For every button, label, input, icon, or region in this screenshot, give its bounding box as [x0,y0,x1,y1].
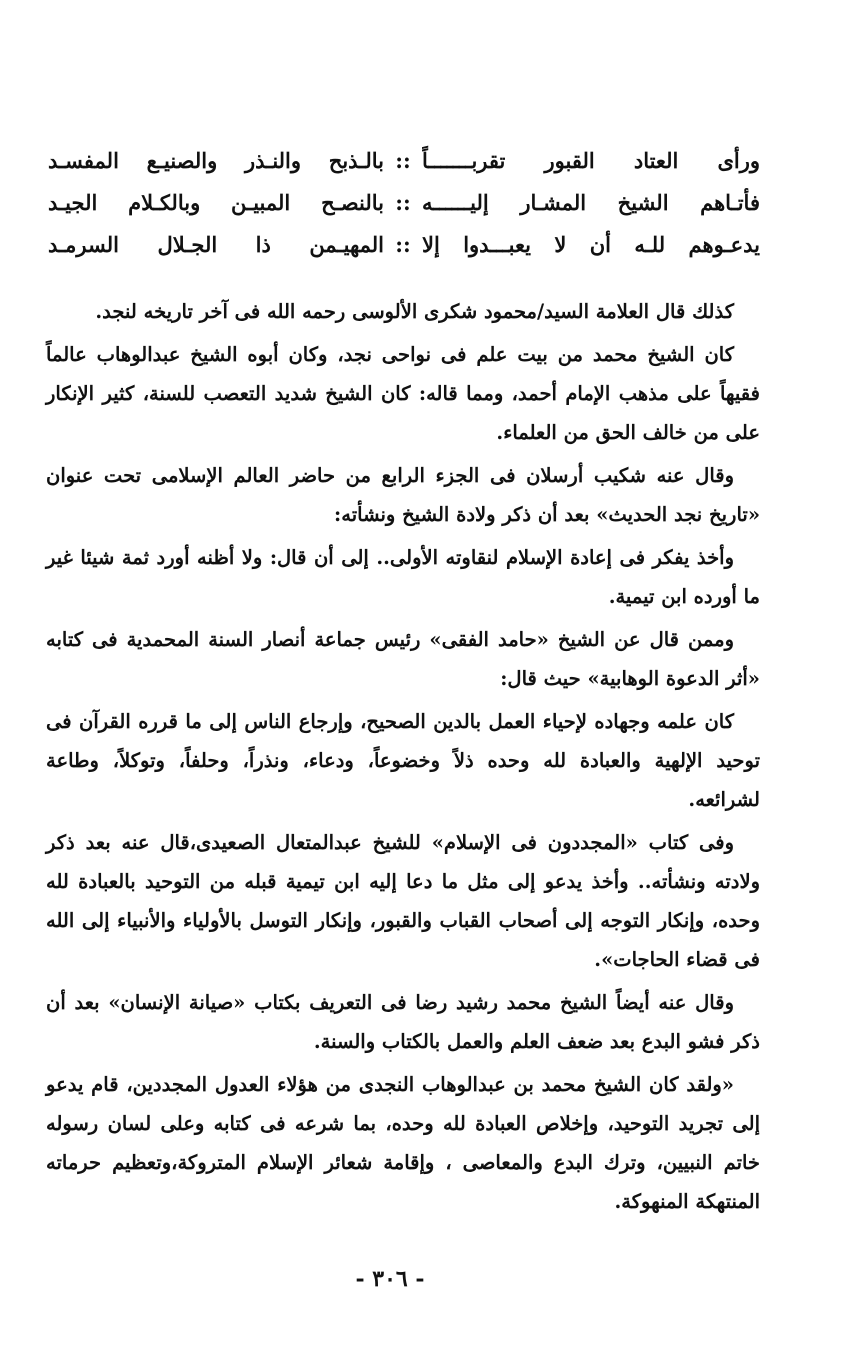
verse-separator: :: [395,190,411,215]
page-number: - ٣٠٦ - [355,1266,425,1292]
verse-first-hemistich: يدعـوهم للـه أن لا يعبـــدوا إلا [422,232,760,257]
poem-block [48,140,760,266]
verse-first-hemistich: فأتـاهم الشيخ المشـار إليــــــه [422,190,760,215]
verse-separator: :: [395,232,411,257]
paragraph-rida: وقال عنه أيضاً الشيخ محمد رشيد رضا فى التعريف بكتاب «صيانة الإنسان» بعد أن ذكر فشو البدع بعد ضعف العلم والعمل بالكتاب والسنة. [46,991,760,1053]
paragraph-fiqi: وممن قال عن الشيخ «حامد الفقى» رئيس جماعة أنصار السنة المحمدية فى كتابه «أثر الدعوة الوهابية» حيث قال: [46,628,760,690]
verse-separator: :: [395,148,411,173]
poem-verse-1 [48,140,760,182]
paragraph-arslan-quote: وأخذ يفكر فى إعادة الإسلام لنقاوته الأولى.. إلى أن قال: ولا أظنه أورد ثمة شيئا غير ما أورده ابن تيمية. [46,546,760,608]
paragraph-arslan: وقال عنه شكيب أرسلان فى الجزء الرابع من حاضر العالم الإسلامى تحت عنوان «تاريخ نجد الحديث» بعد أن ذكر ولادة الشيخ ونشأته: [46,464,760,526]
paragraph-saidi: وفى كتاب «المجددون فى الإسلام» للشيخ عبدالمتعال الصعيدى،قال عنه بعد ذكر ولادته ونشأته.. وأخذ يدعو إلى مثل ما دعا إليه ابن تيمية قبله من التوحيد بالعبادة لله وحده، وإنكار التوجه إلى أصحاب القباب والقبور، وإنكار التوسل بالأولياء والأنبياء إلى الله فى قضاء الحاجات». [46,831,760,971]
paragraph-rida-quote: «ولقد كان الشيخ محمد بن عبدالوهاب النجدى من هؤلاء العدول المجددين، قام يدعو إلى تجريد التوحيد، وإخلاص العبادة لله وحده، بما شرعه فى كتابه وعلى لسان رسوله خاتم النبيين، وترك البدع والمعاصى ، وإقامة شعائر الإسلام المتروكة،وتعظيم حرماته المنتهكة المنهوكة. [46,1073,760,1213]
verse-second-hemistich: بالنصـح المبيـن وبالكـلام الجيـد [48,190,384,215]
paragraph-alusi: كذلك قال العلامة السيد/محمود شكرى الألوسى رحمه الله فى آخر تاريخه لنجد. [95,300,734,323]
body-text [46,292,760,1225]
paragraph-sheikh-origin: كان الشيخ محمد من بيت علم فى نواحى نجد، وكان أبوه الشيخ عبدالوهاب عالماً فقيهاً على مذهب الإمام أحمد، ومما قاله: كان الشيخ شديد التعصب للسنة، كثير الإنكار على من خالف الحق من العلماء. [46,343,760,444]
verse-first-hemistich: ورأى العتاد القبور تقربـــــــاً [422,148,760,173]
paragraph-fiqi-quote: كان علمه وجهاده لإحياء العمل بالدين الصحيح، وإرجاع الناس إلى ما قرره القرآن فى توحيد الإلهية والعبادة لله وحده ذلاً وخضوعاً، ودعاء، ونذراً، وحلفاً، وتوكلاً، وطاعة لشرائعه. [46,710,760,811]
poem-verse-3 [48,224,760,266]
verse-second-hemistich: المهيـمن ذا الجـلال السرمـد [48,232,384,257]
verse-second-hemistich: بالـذبح والنـذر والصنيـع المفسـد [48,148,384,173]
poem-verse-2 [48,182,760,224]
